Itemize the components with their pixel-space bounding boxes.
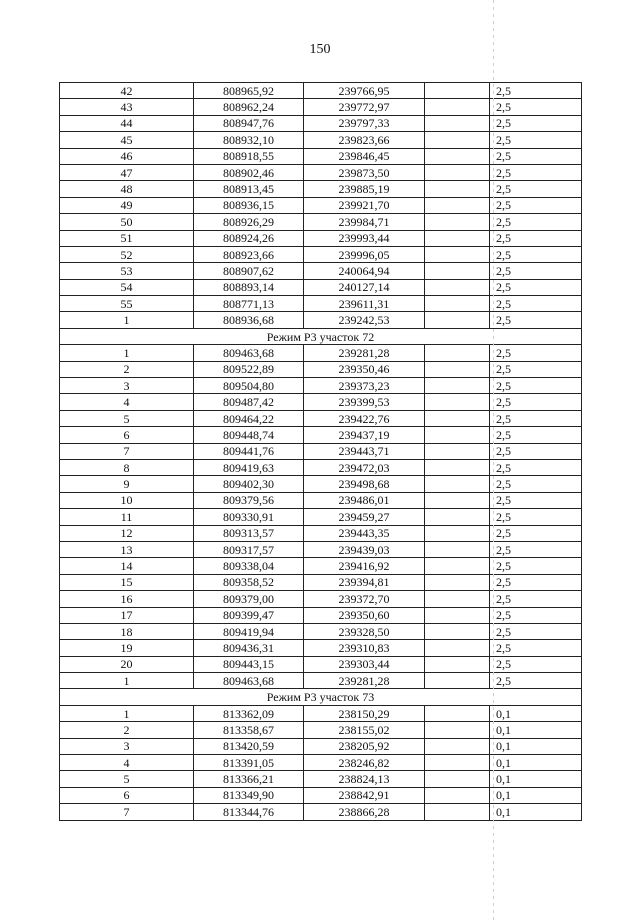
- y-coordinate-cell: 238155,02: [304, 722, 425, 738]
- x-coordinate-cell: 809402,30: [194, 476, 304, 492]
- table-row: [60, 214, 582, 230]
- empty-cell: [425, 607, 490, 623]
- x-coordinate-cell: 813349,90: [194, 787, 304, 803]
- table-row: [60, 771, 582, 787]
- table-row: [60, 673, 582, 689]
- x-coordinate-cell: 809419,94: [194, 623, 304, 639]
- x-coordinate-cell: 809399,47: [194, 607, 304, 623]
- empty-cell: [425, 263, 490, 279]
- empty-cell: [425, 558, 490, 574]
- y-coordinate-cell: 239242,53: [304, 312, 425, 328]
- x-coordinate-cell: 809522,89: [194, 361, 304, 377]
- value-cell: 2,5: [490, 607, 582, 623]
- table-row: [60, 541, 582, 557]
- x-coordinate-cell: 809379,56: [194, 492, 304, 508]
- y-coordinate-cell: 239846,45: [304, 148, 425, 164]
- point-number-cell: 4: [60, 394, 194, 410]
- x-coordinate-cell: 813366,21: [194, 771, 304, 787]
- table-row: [60, 738, 582, 754]
- x-coordinate-cell: 813362,09: [194, 705, 304, 721]
- point-number-cell: 4: [60, 755, 194, 771]
- empty-cell: [425, 492, 490, 508]
- x-coordinate-cell: 809330,91: [194, 509, 304, 525]
- point-number-cell: 49: [60, 197, 194, 213]
- point-number-cell: 6: [60, 427, 194, 443]
- value-cell: 2,5: [490, 181, 582, 197]
- y-coordinate-cell: 239472,03: [304, 459, 425, 475]
- x-coordinate-cell: 809358,52: [194, 574, 304, 590]
- y-coordinate-cell: 239921,70: [304, 197, 425, 213]
- coordinates-table-body: [60, 83, 582, 821]
- x-coordinate-cell: 809338,04: [194, 558, 304, 574]
- point-number-cell: 51: [60, 230, 194, 246]
- table-row: [60, 394, 582, 410]
- empty-cell: [425, 312, 490, 328]
- y-coordinate-cell: 239350,60: [304, 607, 425, 623]
- x-coordinate-cell: 809504,80: [194, 378, 304, 394]
- y-coordinate-cell: 239422,76: [304, 410, 425, 426]
- empty-cell: [425, 296, 490, 312]
- table-row: [60, 525, 582, 541]
- table-row: [60, 296, 582, 312]
- y-coordinate-cell: 239310,83: [304, 640, 425, 656]
- value-cell: 0,1: [490, 804, 582, 820]
- y-coordinate-cell: 239797,33: [304, 115, 425, 131]
- y-coordinate-cell: 239281,28: [304, 673, 425, 689]
- table-row: [60, 607, 582, 623]
- table-row: [60, 164, 582, 180]
- table-row: [60, 492, 582, 508]
- empty-cell: [425, 279, 490, 295]
- x-coordinate-cell: 808902,46: [194, 164, 304, 180]
- x-coordinate-cell: 808936,15: [194, 197, 304, 213]
- y-coordinate-cell: 239772,97: [304, 99, 425, 115]
- value-cell: 2,5: [490, 459, 582, 475]
- empty-cell: [425, 427, 490, 443]
- y-coordinate-cell: 239350,46: [304, 361, 425, 377]
- table-row: [60, 181, 582, 197]
- empty-cell: [425, 181, 490, 197]
- value-cell: 2,5: [490, 230, 582, 246]
- table-row: [60, 640, 582, 656]
- table-row: [60, 345, 582, 361]
- y-coordinate-cell: 238866,28: [304, 804, 425, 820]
- point-number-cell: 1: [60, 705, 194, 721]
- y-coordinate-cell: 239885,19: [304, 181, 425, 197]
- point-number-cell: 55: [60, 296, 194, 312]
- y-coordinate-cell: 239303,44: [304, 656, 425, 672]
- value-cell: 2,5: [490, 164, 582, 180]
- x-coordinate-cell: 809448,74: [194, 427, 304, 443]
- y-coordinate-cell: 239611,31: [304, 296, 425, 312]
- table-row: [60, 509, 582, 525]
- y-coordinate-cell: 238205,92: [304, 738, 425, 754]
- table-row: [60, 804, 582, 820]
- point-number-cell: 3: [60, 378, 194, 394]
- value-cell: 2,5: [490, 541, 582, 557]
- value-cell: 2,5: [490, 83, 582, 99]
- y-coordinate-cell: 239459,27: [304, 509, 425, 525]
- point-number-cell: 43: [60, 99, 194, 115]
- value-cell: 2,5: [490, 296, 582, 312]
- value-cell: 2,5: [490, 99, 582, 115]
- x-coordinate-cell: 809443,15: [194, 656, 304, 672]
- table-row: [60, 755, 582, 771]
- value-cell: 2,5: [490, 148, 582, 164]
- y-coordinate-cell: 239437,19: [304, 427, 425, 443]
- point-number-cell: 1: [60, 345, 194, 361]
- point-number-cell: 6: [60, 787, 194, 803]
- empty-cell: [425, 771, 490, 787]
- y-coordinate-cell: 238246,82: [304, 755, 425, 771]
- empty-cell: [425, 410, 490, 426]
- value-cell: 2,5: [490, 492, 582, 508]
- coordinates-table: [59, 82, 582, 821]
- x-coordinate-cell: 809379,00: [194, 591, 304, 607]
- empty-cell: [425, 443, 490, 459]
- empty-cell: [425, 640, 490, 656]
- table-row: [60, 312, 582, 328]
- x-coordinate-cell: 809436,31: [194, 640, 304, 656]
- point-number-cell: 46: [60, 148, 194, 164]
- point-number-cell: 42: [60, 83, 194, 99]
- value-cell: 2,5: [490, 558, 582, 574]
- point-number-cell: 3: [60, 738, 194, 754]
- point-number-cell: 52: [60, 246, 194, 262]
- point-number-cell: 16: [60, 591, 194, 607]
- point-number-cell: 2: [60, 361, 194, 377]
- y-coordinate-cell: 240064,94: [304, 263, 425, 279]
- value-cell: 0,1: [490, 755, 582, 771]
- table-row: [60, 443, 582, 459]
- table-row: [60, 459, 582, 475]
- y-coordinate-cell: 239766,95: [304, 83, 425, 99]
- empty-cell: [425, 230, 490, 246]
- y-coordinate-cell: 238824,13: [304, 771, 425, 787]
- value-cell: 2,5: [490, 410, 582, 426]
- point-number-cell: 14: [60, 558, 194, 574]
- point-number-cell: 54: [60, 279, 194, 295]
- value-cell: 2,5: [490, 640, 582, 656]
- empty-cell: [425, 804, 490, 820]
- y-coordinate-cell: 239498,68: [304, 476, 425, 492]
- x-coordinate-cell: 808924,26: [194, 230, 304, 246]
- value-cell: 2,5: [490, 427, 582, 443]
- value-cell: 2,5: [490, 443, 582, 459]
- value-cell: 2,5: [490, 263, 582, 279]
- table-row: [60, 378, 582, 394]
- y-coordinate-cell: 239328,50: [304, 623, 425, 639]
- y-coordinate-cell: 239399,53: [304, 394, 425, 410]
- empty-cell: [425, 656, 490, 672]
- empty-cell: [425, 83, 490, 99]
- empty-cell: [425, 755, 490, 771]
- y-coordinate-cell: 239984,71: [304, 214, 425, 230]
- x-coordinate-cell: 809464,22: [194, 410, 304, 426]
- empty-cell: [425, 459, 490, 475]
- y-coordinate-cell: 239823,66: [304, 132, 425, 148]
- empty-cell: [425, 591, 490, 607]
- value-cell: 2,5: [490, 279, 582, 295]
- y-coordinate-cell: 239281,28: [304, 345, 425, 361]
- table-row: [60, 197, 582, 213]
- section-header-row: [60, 689, 582, 705]
- empty-cell: [425, 525, 490, 541]
- point-number-cell: 20: [60, 656, 194, 672]
- value-cell: 2,5: [490, 246, 582, 262]
- empty-cell: [425, 722, 490, 738]
- empty-cell: [425, 378, 490, 394]
- empty-cell: [425, 705, 490, 721]
- point-number-cell: 11: [60, 509, 194, 525]
- empty-cell: [425, 509, 490, 525]
- y-coordinate-cell: 239993,44: [304, 230, 425, 246]
- value-cell: 2,5: [490, 673, 582, 689]
- x-coordinate-cell: 808932,10: [194, 132, 304, 148]
- value-cell: 2,5: [490, 476, 582, 492]
- empty-cell: [425, 99, 490, 115]
- point-number-cell: 44: [60, 115, 194, 131]
- point-number-cell: 48: [60, 181, 194, 197]
- section-title: Режим Р3 участок 72: [60, 328, 582, 344]
- value-cell: 2,5: [490, 345, 582, 361]
- y-coordinate-cell: 239372,70: [304, 591, 425, 607]
- point-number-cell: 15: [60, 574, 194, 590]
- empty-cell: [425, 115, 490, 131]
- value-cell: 0,1: [490, 705, 582, 721]
- value-cell: 2,5: [490, 509, 582, 525]
- point-number-cell: 19: [60, 640, 194, 656]
- y-coordinate-cell: 239439,03: [304, 541, 425, 557]
- value-cell: 0,1: [490, 771, 582, 787]
- x-coordinate-cell: 813420,59: [194, 738, 304, 754]
- table-row: [60, 656, 582, 672]
- x-coordinate-cell: 809487,42: [194, 394, 304, 410]
- table-row: [60, 279, 582, 295]
- table-row: [60, 427, 582, 443]
- x-coordinate-cell: 809463,68: [194, 673, 304, 689]
- table-row: [60, 263, 582, 279]
- x-coordinate-cell: 808913,45: [194, 181, 304, 197]
- table-row: [60, 148, 582, 164]
- point-number-cell: 1: [60, 673, 194, 689]
- empty-cell: [425, 787, 490, 803]
- point-number-cell: 10: [60, 492, 194, 508]
- x-coordinate-cell: 808918,55: [194, 148, 304, 164]
- empty-cell: [425, 673, 490, 689]
- table-row: [60, 722, 582, 738]
- value-cell: 2,5: [490, 378, 582, 394]
- value-cell: 2,5: [490, 361, 582, 377]
- x-coordinate-cell: 809463,68: [194, 345, 304, 361]
- y-coordinate-cell: 238150,29: [304, 705, 425, 721]
- empty-cell: [425, 361, 490, 377]
- x-coordinate-cell: 813358,67: [194, 722, 304, 738]
- point-number-cell: 9: [60, 476, 194, 492]
- value-cell: 2,5: [490, 115, 582, 131]
- table-row: [60, 623, 582, 639]
- y-coordinate-cell: 239443,35: [304, 525, 425, 541]
- x-coordinate-cell: 808936,68: [194, 312, 304, 328]
- x-coordinate-cell: 808926,29: [194, 214, 304, 230]
- point-number-cell: 45: [60, 132, 194, 148]
- point-number-cell: 12: [60, 525, 194, 541]
- value-cell: 2,5: [490, 525, 582, 541]
- y-coordinate-cell: 240127,14: [304, 279, 425, 295]
- y-coordinate-cell: 239394,81: [304, 574, 425, 590]
- point-number-cell: 5: [60, 771, 194, 787]
- table-row: [60, 591, 582, 607]
- table-row: [60, 476, 582, 492]
- value-cell: 2,5: [490, 623, 582, 639]
- point-number-cell: 50: [60, 214, 194, 230]
- value-cell: 2,5: [490, 591, 582, 607]
- table-row: [60, 83, 582, 99]
- x-coordinate-cell: 808965,92: [194, 83, 304, 99]
- table-row: [60, 132, 582, 148]
- point-number-cell: 13: [60, 541, 194, 557]
- point-number-cell: 2: [60, 722, 194, 738]
- y-coordinate-cell: 239443,71: [304, 443, 425, 459]
- value-cell: 0,1: [490, 738, 582, 754]
- empty-cell: [425, 541, 490, 557]
- empty-cell: [425, 476, 490, 492]
- point-number-cell: 47: [60, 164, 194, 180]
- empty-cell: [425, 197, 490, 213]
- page-number: 150: [309, 42, 331, 57]
- x-coordinate-cell: 808923,66: [194, 246, 304, 262]
- empty-cell: [425, 738, 490, 754]
- value-cell: 2,5: [490, 197, 582, 213]
- value-cell: 2,5: [490, 132, 582, 148]
- table-row: [60, 558, 582, 574]
- empty-cell: [425, 345, 490, 361]
- y-coordinate-cell: 239486,01: [304, 492, 425, 508]
- point-number-cell: 5: [60, 410, 194, 426]
- table-row: [60, 705, 582, 721]
- point-number-cell: 1: [60, 312, 194, 328]
- y-coordinate-cell: 239416,92: [304, 558, 425, 574]
- point-number-cell: 53: [60, 263, 194, 279]
- empty-cell: [425, 246, 490, 262]
- x-coordinate-cell: 808771,13: [194, 296, 304, 312]
- value-cell: 2,5: [490, 574, 582, 590]
- x-coordinate-cell: 813344,76: [194, 804, 304, 820]
- x-coordinate-cell: 809441,76: [194, 443, 304, 459]
- empty-cell: [425, 214, 490, 230]
- x-coordinate-cell: 808907,62: [194, 263, 304, 279]
- point-number-cell: 7: [60, 804, 194, 820]
- x-coordinate-cell: 808962,24: [194, 99, 304, 115]
- x-coordinate-cell: 809419,63: [194, 459, 304, 475]
- table-row: [60, 787, 582, 803]
- x-coordinate-cell: 809313,57: [194, 525, 304, 541]
- x-coordinate-cell: 808947,76: [194, 115, 304, 131]
- point-number-cell: 8: [60, 459, 194, 475]
- value-cell: 0,1: [490, 787, 582, 803]
- value-cell: 2,5: [490, 312, 582, 328]
- table-row: [60, 115, 582, 131]
- table-row: [60, 230, 582, 246]
- scan-artifact-line: [493, 0, 494, 922]
- value-cell: 2,5: [490, 394, 582, 410]
- empty-cell: [425, 148, 490, 164]
- x-coordinate-cell: 808893,14: [194, 279, 304, 295]
- section-header-row: [60, 328, 582, 344]
- point-number-cell: 17: [60, 607, 194, 623]
- x-coordinate-cell: 813391,05: [194, 755, 304, 771]
- empty-cell: [425, 132, 490, 148]
- x-coordinate-cell: 809317,57: [194, 541, 304, 557]
- point-number-cell: 18: [60, 623, 194, 639]
- table-row: [60, 410, 582, 426]
- value-cell: 2,5: [490, 656, 582, 672]
- y-coordinate-cell: 239373,23: [304, 378, 425, 394]
- table-row: [60, 246, 582, 262]
- empty-cell: [425, 164, 490, 180]
- value-cell: 0,1: [490, 722, 582, 738]
- empty-cell: [425, 574, 490, 590]
- y-coordinate-cell: 238842,91: [304, 787, 425, 803]
- empty-cell: [425, 623, 490, 639]
- y-coordinate-cell: 239873,50: [304, 164, 425, 180]
- table-row: [60, 99, 582, 115]
- empty-cell: [425, 394, 490, 410]
- value-cell: 2,5: [490, 214, 582, 230]
- point-number-cell: 7: [60, 443, 194, 459]
- section-title: Режим Р3 участок 73: [60, 689, 582, 705]
- table-row: [60, 574, 582, 590]
- y-coordinate-cell: 239996,05: [304, 246, 425, 262]
- table-row: [60, 361, 582, 377]
